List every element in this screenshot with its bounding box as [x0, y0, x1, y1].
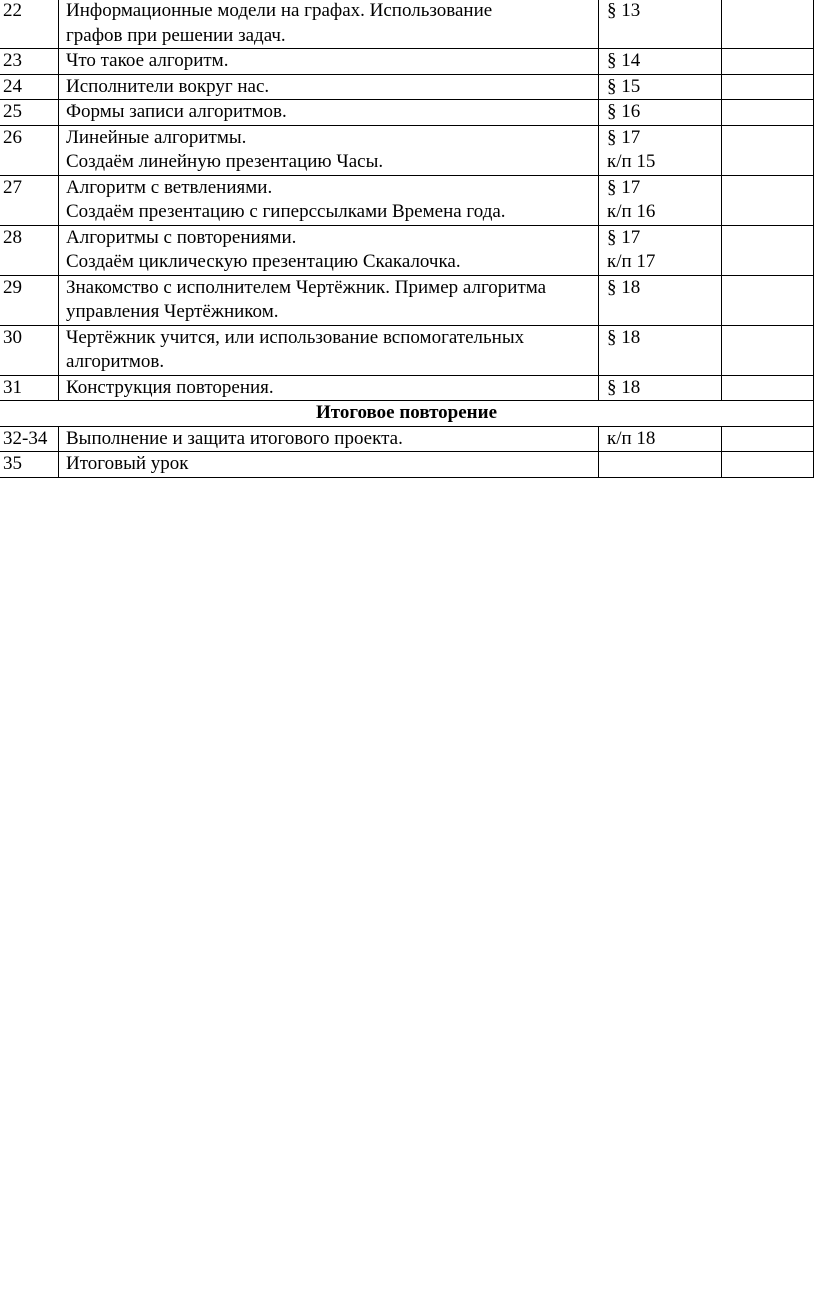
lesson-topic-line: Конструкция повторения.: [66, 376, 274, 398]
lesson-topic-line: Чертёжник учится, или использование вспомогательных: [66, 326, 525, 348]
lesson-number: 31: [0, 375, 59, 401]
lesson-reference-line: § 16: [607, 101, 641, 122]
lesson-rows: [0, 0, 814, 401]
lesson-reference-line: § 17: [607, 176, 641, 198]
lesson-reference: [599, 452, 722, 478]
lesson-reference: [599, 100, 722, 126]
lesson-topic: [59, 100, 599, 126]
lesson-topic: [59, 125, 599, 175]
lesson-topic: [59, 0, 599, 49]
lesson-reference-line: § 13: [607, 0, 641, 21]
lesson-reference-line: [607, 452, 721, 477]
lesson-reference: [599, 125, 722, 175]
lesson-reference-line: к/п 16: [607, 201, 656, 222]
lesson-extra-cell: [722, 375, 814, 401]
table-row: [0, 452, 814, 478]
lesson-extra-cell: [722, 452, 814, 478]
lesson-reference-line: § 17: [607, 126, 641, 148]
table-row: [0, 0, 814, 49]
lesson-topic-line: графов при решении задач.: [66, 24, 286, 46]
lesson-reference: [599, 74, 722, 100]
lesson-topic-line: управления Чертёжником.: [66, 301, 279, 322]
lesson-topic-line: алгоритмов.: [66, 351, 165, 372]
lesson-plan-table: [0, 0, 814, 478]
lesson-topic-line: Выполнение и защита итогового проекта.: [66, 427, 403, 449]
lesson-topic: [59, 426, 599, 452]
lesson-number: 23: [0, 49, 59, 75]
lesson-reference: [599, 225, 722, 275]
lesson-reference-line: § 18: [607, 326, 641, 348]
lesson-reference: [599, 49, 722, 75]
lesson-reference-line: к/п 18: [607, 427, 656, 449]
lesson-topic: [59, 74, 599, 100]
lesson-extra-cell: [722, 225, 814, 275]
section-header-row: [0, 401, 814, 427]
lesson-topic: [59, 375, 599, 401]
lesson-topic: [59, 175, 599, 225]
lesson-topic: [59, 49, 599, 75]
lesson-topic-line: Что такое алгоритм.: [66, 50, 229, 71]
lesson-reference-line: § 14: [607, 50, 641, 71]
lesson-topic: [59, 452, 599, 478]
table-row: [0, 49, 814, 75]
lesson-extra-cell: [722, 175, 814, 225]
lesson-topic-line: Итоговый урок: [66, 453, 189, 474]
section-title: Итоговое повторение: [0, 401, 814, 427]
lesson-topic-line: Алгоритм с ветвлениями.: [66, 176, 273, 198]
lesson-topic-line: Создаём презентацию с гиперссылками Времена года.: [66, 201, 506, 222]
lesson-topic: [59, 275, 599, 325]
table-row: [0, 426, 814, 452]
lesson-extra-cell: [722, 125, 814, 175]
lesson-topic-line: Алгоритмы с повторениями.: [66, 226, 297, 248]
lesson-reference: [599, 0, 722, 49]
lesson-topic-line: Формы записи алгоритмов.: [66, 101, 287, 122]
lesson-number: 35: [0, 452, 59, 478]
lesson-number: 26: [0, 125, 59, 175]
table-row: [0, 375, 814, 401]
lesson-extra-cell: [722, 0, 814, 49]
lesson-number: 24: [0, 74, 59, 100]
lesson-topic-line: Исполнители вокруг нас.: [66, 75, 270, 97]
lesson-number: 32-34: [0, 426, 59, 452]
table-row: [0, 175, 814, 225]
lesson-extra-cell: [722, 426, 814, 452]
lesson-topic-line: Информационные модели на графах. Использование: [66, 0, 493, 21]
lesson-reference-line: § 18: [607, 276, 641, 298]
lesson-number: 30: [0, 325, 59, 375]
lesson-topic-line: Создаём циклическую презентацию Скакалочка.: [66, 251, 461, 272]
lesson-reference: [599, 325, 722, 375]
lesson-number: 22: [0, 0, 59, 49]
lesson-topic-line: Знакомство с исполнителем Чертёжник. Пример алгоритма: [66, 276, 547, 298]
lesson-number: 28: [0, 225, 59, 275]
lesson-extra-cell: [722, 100, 814, 126]
final-rows: [0, 426, 814, 477]
lesson-reference-line: § 17: [607, 226, 641, 248]
table-row: [0, 225, 814, 275]
table-row: [0, 325, 814, 375]
lesson-number: 29: [0, 275, 59, 325]
table-row: [0, 100, 814, 126]
lesson-reference: [599, 426, 722, 452]
lesson-topic: [59, 325, 599, 375]
lesson-reference: [599, 375, 722, 401]
lesson-reference-line: к/п 15: [607, 151, 656, 172]
lesson-extra-cell: [722, 325, 814, 375]
table-row: [0, 125, 814, 175]
table-row: [0, 275, 814, 325]
lesson-topic: [59, 225, 599, 275]
lesson-topic-line: Линейные алгоритмы.: [66, 126, 247, 148]
lesson-extra-cell: [722, 275, 814, 325]
table-row: [0, 74, 814, 100]
lesson-reference: [599, 275, 722, 325]
lesson-extra-cell: [722, 74, 814, 100]
lesson-reference: [599, 175, 722, 225]
lesson-reference-line: § 18: [607, 376, 641, 398]
lesson-topic-line: Создаём линейную презентацию Часы.: [66, 151, 384, 172]
lesson-extra-cell: [722, 49, 814, 75]
lesson-number: 27: [0, 175, 59, 225]
lesson-reference-line: к/п 17: [607, 251, 656, 272]
lesson-number: 25: [0, 100, 59, 126]
section-block: [0, 401, 814, 427]
lesson-reference-line: § 15: [607, 75, 641, 97]
